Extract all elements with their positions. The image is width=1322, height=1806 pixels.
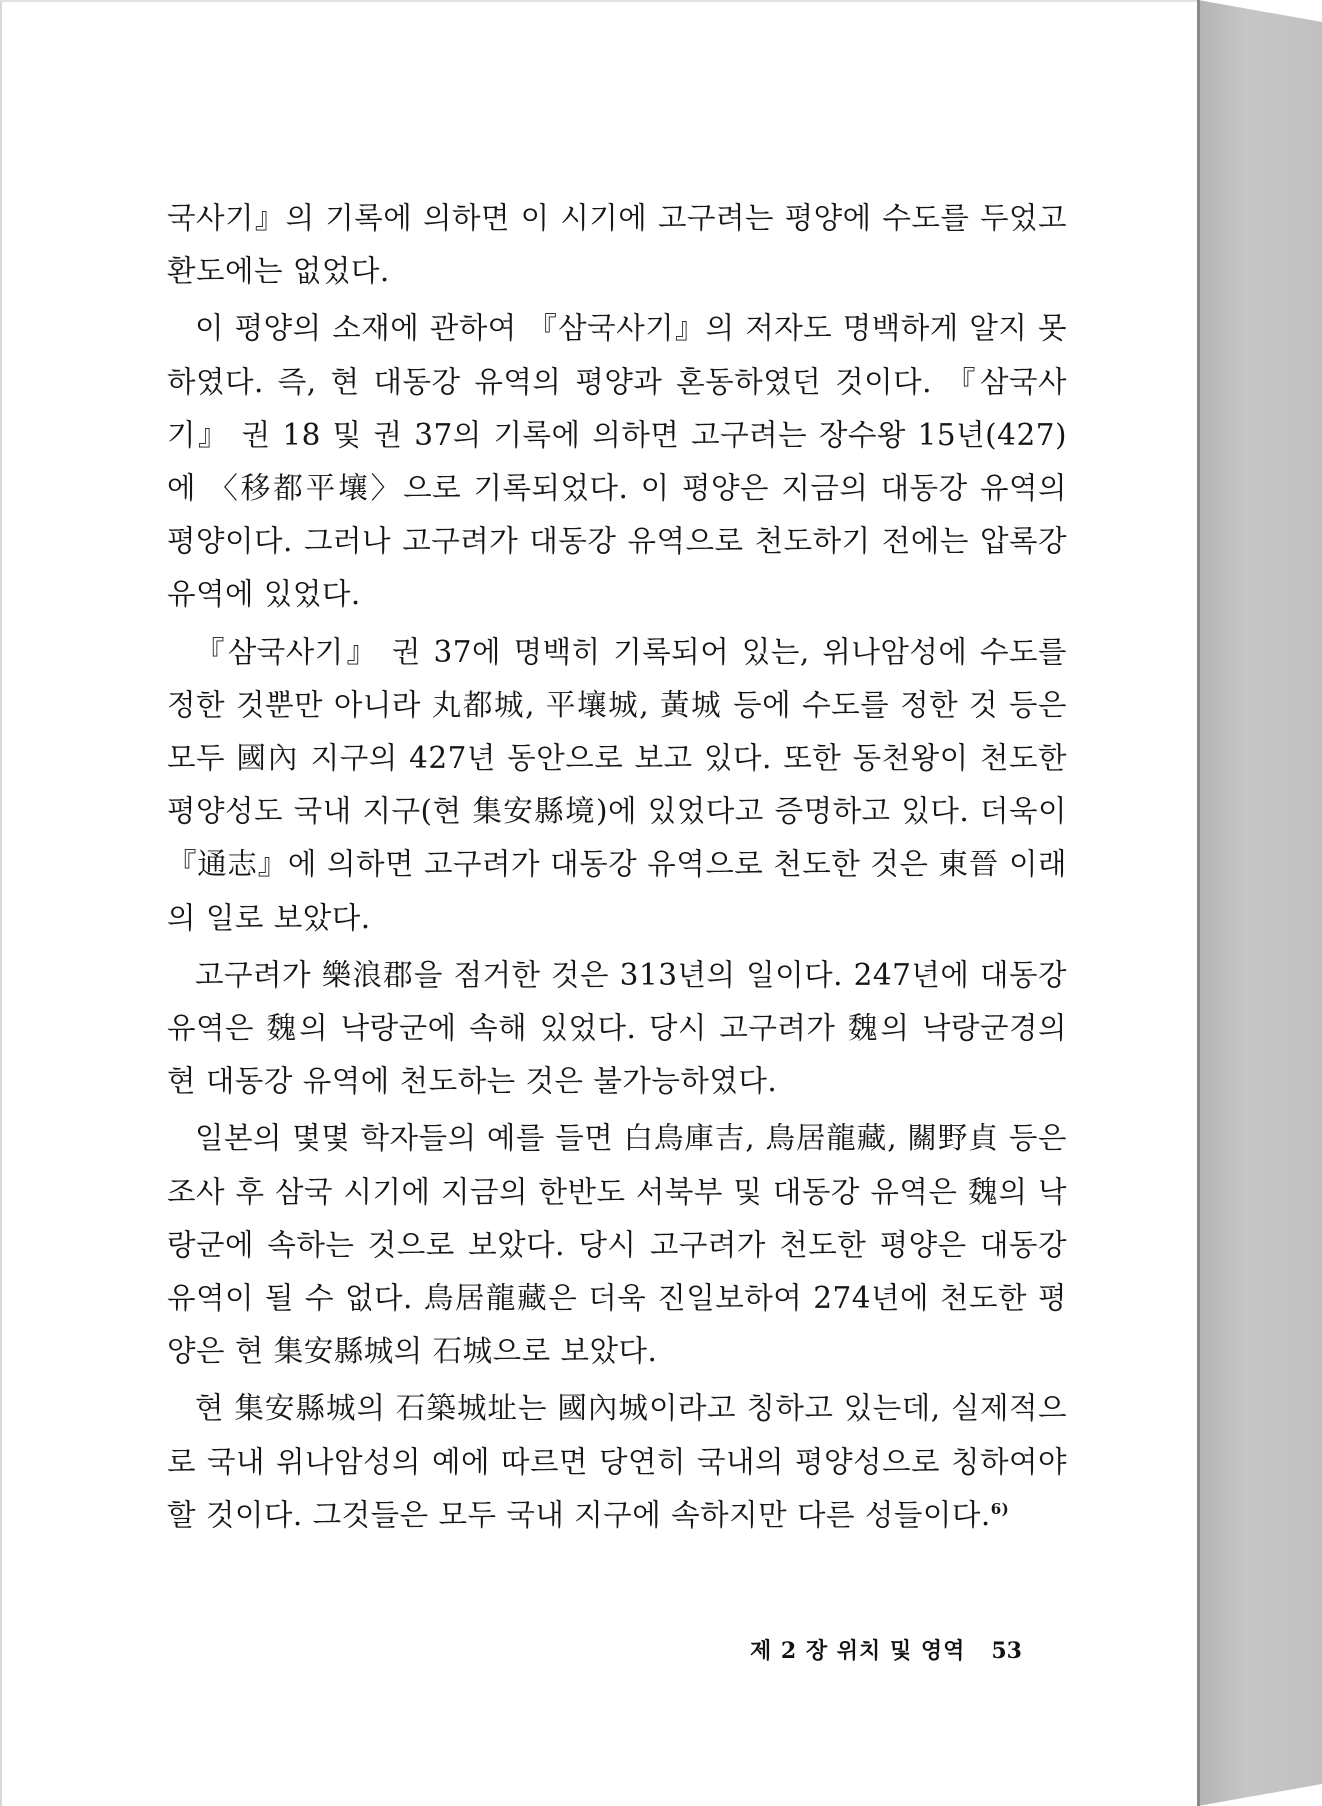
footnote-marker[interactable]: 6) <box>990 1500 1010 1519</box>
paragraph-5: 일본의 몇몇 학자들의 예를 들면 白鳥庫吉, 鳥居龍藏, 關野貞 등은 조사 후 삼국 시기에 지금의 한반도 서북부 및 대동강 유역은 魏의 낙랑군에 속하는 것으로 보았다. 당시 고구려가 천도한 평양은 대동강 유역이 될 수 없다. 鳥居龍藏은 더욱 진일보하여 274년에 천도한 평양은 현 集安縣城의 石城으로 보았다. <box>167 1121 1068 1369</box>
paragraph-2: 이 평양의 소재에 관하여 『삼국사기』의 저자도 명백하게 알지 못하였다. 즉, 현 대동강 유역의 평양과 혼동하였던 것이다. 『삼국사기』 권 18 및 권 37의 기록에 의하면 고구려는 장수왕 15년(427)에 〈移都平壤〉으로 기록되었다. 이 평양은 지금의 대동강 유역의 평양이다. 그러나 고구려가 대동강 유역으로 천도하기 전에는 압록강 유역에 있었다. <box>167 311 1067 612</box>
running-footer <box>750 1634 1050 1665</box>
book-edge-line <box>1197 0 1200 1806</box>
book-side-edge <box>1198 0 1322 1806</box>
paragraph-1: 국사기』의 기록에 의하면 이 시기에 고구려는 평양에 수도를 두었고 환도에는 없었다. <box>167 201 1067 289</box>
chapter-title: 제 2 장 위치 및 영역 <box>750 1638 966 1664</box>
paragraph-3: 『삼국사기』 권 37에 명백히 기록되어 있는, 위나암성에 수도를 정한 것뿐만 아니라 丸都城, 平壤城, 黃城 등에 수도를 정한 것 등은 모두 國內 지구의 427년 동안으로 보고 있다. 또한 동천왕이 천도한 평양성도 국내 지구(현 集安縣境)에 있었다고 증명하고 있다. 더욱이 『通志』에 의하면 고구려가 대동강 유역으로 천도한 것은 東晉 이래의 일로 보았다. <box>167 634 1067 935</box>
paragraph-6-text: 현 集安縣城의 石築城址는 國內城이라고 칭하고 있는데, 실제적으로 국내 위나암성의 예에 따르면 당연히 국내의 평양성으로 칭하여야 할 것이다. 그것들은 모두 국내 지구에 속하지만 다른 성들이다. <box>167 1391 1067 1532</box>
paragraph-4: 고구려가 樂浪郡을 점거한 것은 313년의 일이다. 247년에 대동강 유역은 魏의 낙랑군에 속해 있었다. 당시 고구려가 魏의 낙랑군경의 현 대동강 유역에 천도하는 것은 불가능하였다. <box>167 957 1067 1099</box>
page-body <box>167 192 1067 1542</box>
paragraph-6 <box>167 1382 1067 1542</box>
page-number: 53 <box>991 1638 1022 1664</box>
